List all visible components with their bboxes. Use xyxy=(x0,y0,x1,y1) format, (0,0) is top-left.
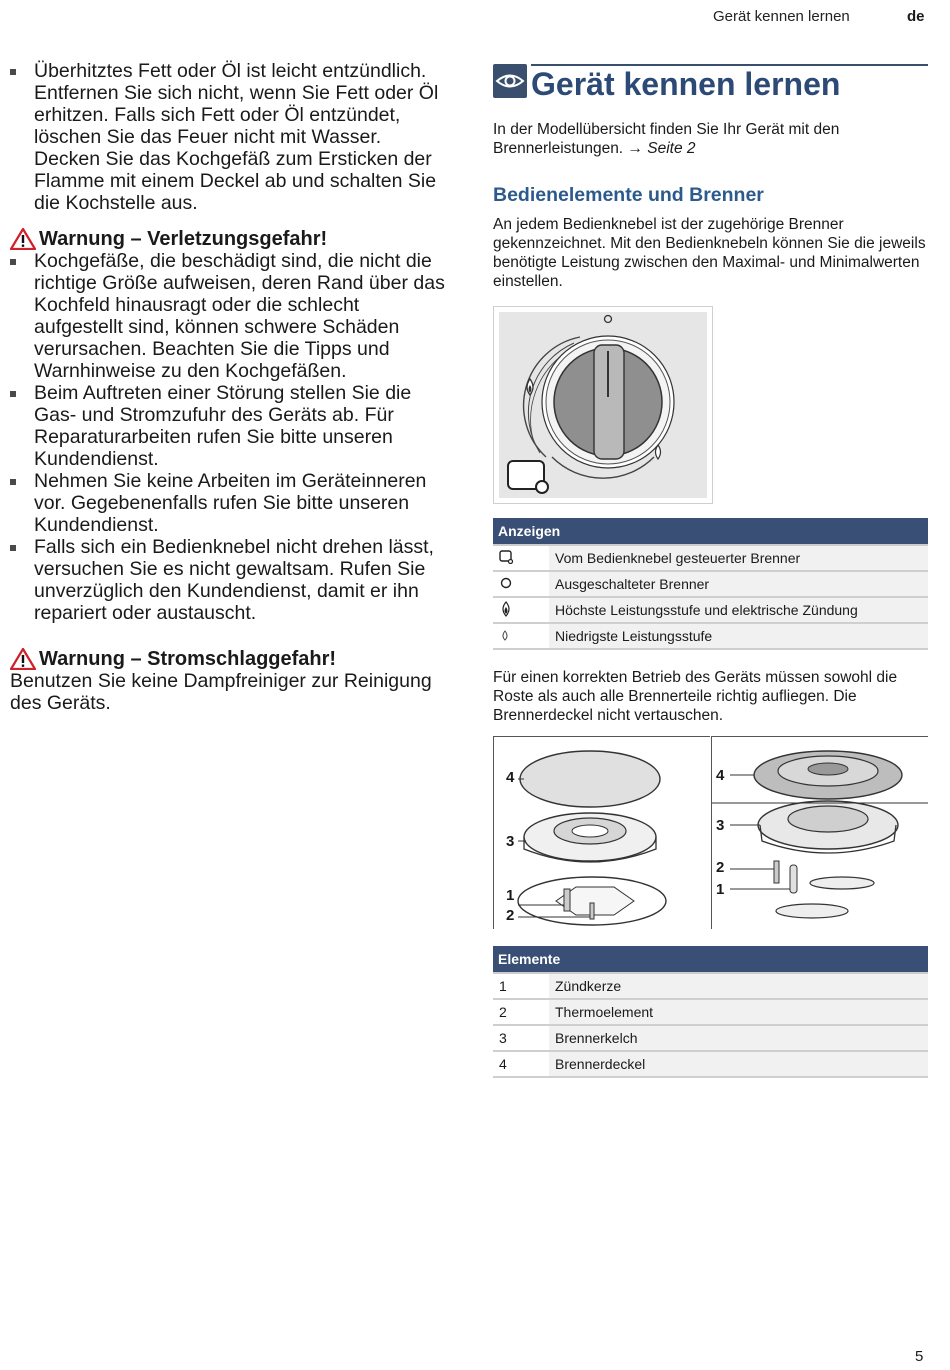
bullet-square-icon xyxy=(10,259,16,265)
table-row xyxy=(493,1025,928,1051)
table-cell: Ausgeschalteter Brenner xyxy=(549,571,928,597)
table-cell: Thermoelement xyxy=(549,999,928,1025)
right-column xyxy=(493,62,928,1072)
list-item xyxy=(10,470,450,536)
table-cell: Niedrigste Leistungsstufe xyxy=(549,623,928,649)
table-cell-number: 4 xyxy=(493,1051,549,1077)
controlled-burner-icon xyxy=(493,545,549,571)
page-title: Gerät kennen lernen xyxy=(531,66,841,102)
callout-label: 2 xyxy=(506,907,515,924)
table-cell: Brennerdeckel xyxy=(549,1051,928,1077)
table-cell: Brennerkelch xyxy=(549,1025,928,1051)
table-cell: Zündkerze xyxy=(549,973,928,999)
table-row xyxy=(493,1051,928,1077)
list-item-text: Beim Auftreten einer Störung stellen Sie die Gas- und Stromzufuhr des Geräts ab. Für Reparaturarbeiten rufen Sie bitte unseren Kundendienst. xyxy=(34,382,412,470)
warning-title: Warnung – Verletzungsgefahr! xyxy=(39,228,328,250)
list-item xyxy=(10,536,450,624)
callout-label: 1 xyxy=(716,881,725,898)
callout-label: 1 xyxy=(506,887,515,904)
small-flame-icon xyxy=(493,623,549,649)
warning-title: Warnung – Stromschlaggefahr! xyxy=(39,648,337,670)
table-row xyxy=(493,571,928,597)
callout-label: 4 xyxy=(716,767,725,784)
page-reference-link[interactable]: Seite 2 xyxy=(647,140,696,157)
bullet-square-icon xyxy=(10,479,16,485)
control-knob-figure xyxy=(493,306,713,504)
table-cell-number: 3 xyxy=(493,1025,549,1051)
list-item xyxy=(10,250,450,382)
warning-triangle-icon xyxy=(10,648,36,670)
callout-label: 2 xyxy=(716,859,725,876)
table-row xyxy=(493,973,928,999)
table-row xyxy=(493,999,928,1025)
table-cell: Höchste Leistungsstufe und elektrische Zündung xyxy=(549,597,928,623)
table-header: Anzeigen xyxy=(493,518,928,545)
table-row xyxy=(493,597,928,623)
callout-label: 3 xyxy=(716,817,725,834)
list-item-text: Falls sich ein Bedienknebel nicht drehen lässt, versuchen Sie es nicht gewaltsam. Rufen Sie unverzüglich den Kundendienst, damit er ihn repariert oder austauscht. xyxy=(34,536,434,624)
list-item-text: Nehmen Sie keine Arbeiten im Geräteinneren vor. Gegebenenfalls rufen Sie bitte unseren Kundendienst. xyxy=(34,470,427,536)
large-flame-icon xyxy=(493,597,549,623)
anzeigen-table xyxy=(493,518,928,650)
warning-heading xyxy=(10,228,450,250)
burner-parts-figure-left xyxy=(493,736,710,929)
burner-parts-figure-right xyxy=(711,736,928,929)
intro-text: In der Modellübersicht finden Sie Ihr Gerät mit den Brennerleistungen. xyxy=(493,121,840,157)
left-column xyxy=(10,60,450,714)
warning-triangle-icon xyxy=(10,228,36,250)
bullet-square-icon xyxy=(10,545,16,551)
table-cell: Vom Bedienknebel gesteuerter Brenner xyxy=(549,545,928,571)
header-section-title: Gerät kennen lernen xyxy=(713,8,850,25)
callout-label: 3 xyxy=(506,833,515,850)
table-cell-number: 2 xyxy=(493,999,549,1025)
table-cell-number: 1 xyxy=(493,973,549,999)
header-language: de xyxy=(907,8,925,25)
arrow-right-icon: → xyxy=(627,140,643,157)
page-title-row xyxy=(493,62,928,102)
warning-text: Benutzen Sie keine Dampfreiniger zur Reinigung des Geräts. xyxy=(10,670,432,714)
off-circle-icon xyxy=(493,571,549,597)
list-item xyxy=(10,382,450,470)
callout-label: 4 xyxy=(506,769,515,786)
list-item-text: Kochgefäße, die beschädigt sind, die nicht die richtige Größe aufweisen, deren Rand über das Kochfeld hinausragt oder die schlecht aufgestellt sind, können schwere Schäden verursachen. Beachten Sie die Tipps und Warnhinweise zu den Kochgefäßen. xyxy=(34,250,445,382)
page-number: 5 xyxy=(915,1348,924,1365)
table-row xyxy=(493,545,928,571)
eye-icon xyxy=(493,64,527,98)
elemente-table xyxy=(493,946,928,1078)
bullet-square-icon xyxy=(10,69,16,75)
bullet-square-icon xyxy=(10,391,16,397)
table-header: Elemente xyxy=(493,946,928,973)
list-item xyxy=(10,60,450,214)
table-row xyxy=(493,623,928,649)
list-item-text: Überhitztes Fett oder Öl ist leicht entzündlich. Entfernen Sie sich nicht, wenn Sie Fett oder Öl erhitzen. Falls sich Fett oder Öl entzündet, löschen Sie das Feuer nicht mit Wasser. Decken Sie das Kochgefäß zum Ersticken der Flamme mit einem Deckel ab und schalten Sie die Kochstelle aus. xyxy=(34,60,439,214)
warning-heading xyxy=(10,648,450,670)
section-heading: Bedienelemente und Brenner xyxy=(493,184,764,206)
paragraph: Für einen korrekten Betrieb des Geräts müssen sowohl die Roste als auch alle Brennerteile richtig aufliegen. Die Brennerdeckel nicht vertauschen. xyxy=(493,669,898,724)
intro-paragraph xyxy=(493,120,928,158)
paragraph: An jedem Bedienknebel ist der zugehörige Brenner gekennzeichnet. Mit den Bedienknebeln können Sie die jeweils benötigte Leistung zwischen den Maximal- und Minimalwerten einstellen. xyxy=(493,216,926,290)
